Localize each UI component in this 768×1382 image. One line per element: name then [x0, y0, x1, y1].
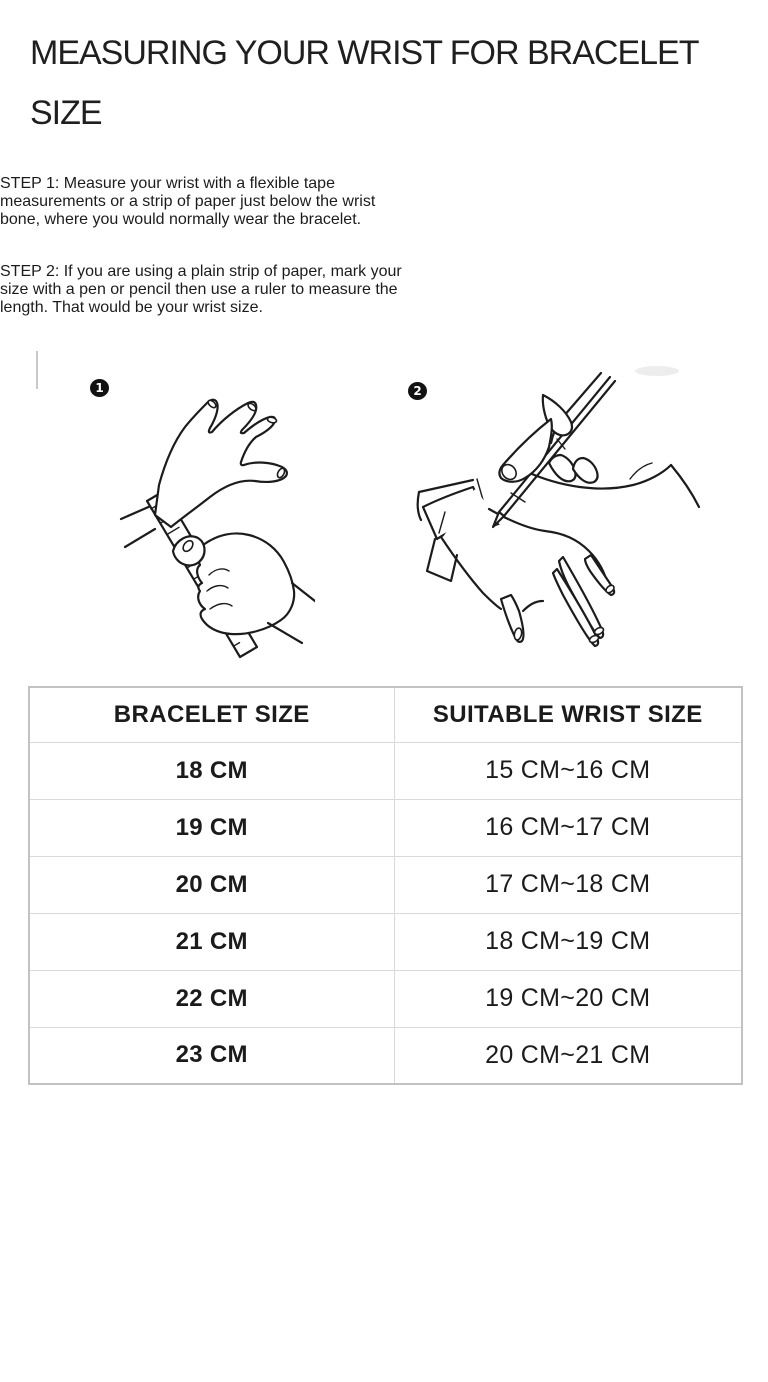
measuring-illustration — [0, 349, 768, 686]
step-1-line-3: bone, where you would normally wear the bracelet. — [0, 211, 362, 228]
wrist-size-value: 17 CM~18 CM — [394, 856, 742, 913]
step-2-line-3: length. That would be your wrist size. — [0, 299, 263, 316]
figure-2-badge: 2 — [408, 382, 427, 400]
bracelet-size-value: 22 CM — [29, 970, 394, 1027]
page-title-line-1: MEASURING YOUR WRIST FOR BRACELET — [30, 34, 699, 72]
table-row — [29, 856, 742, 913]
step-1-line-2: measurements or a strip of paper just below the wrist — [0, 193, 376, 210]
bracelet-size-value: 21 CM — [29, 913, 394, 970]
bracelet-size-value: 23 CM — [29, 1027, 394, 1084]
wrist-size-value: 20 CM~21 CM — [394, 1027, 742, 1084]
scan-artifact-line — [36, 351, 38, 389]
wrist-size-value: 18 CM~19 CM — [394, 913, 742, 970]
figure-1-badge: 1 — [90, 379, 109, 397]
table-row — [29, 970, 742, 1027]
bracelet-size-table — [28, 686, 743, 1085]
bracelet-size-value: 19 CM — [29, 799, 394, 856]
step-2-line-2: size with a pen or pencil then use a ruler to measure the — [0, 281, 398, 298]
wrist-size-value: 19 CM~20 CM — [394, 970, 742, 1027]
table-header-row — [29, 687, 742, 742]
table-row — [29, 913, 742, 970]
table-header-bracelet-size: BRACELET SIZE — [29, 687, 394, 742]
table-row — [29, 742, 742, 799]
step-1-line-1: STEP 1: Measure your wrist with a flexible tape — [0, 175, 335, 192]
bracelet-size-value: 18 CM — [29, 742, 394, 799]
table-row — [29, 799, 742, 856]
page-title-line-2: SIZE — [30, 94, 102, 132]
page-title — [30, 23, 738, 143]
wrist-measure-ruler-illustration — [115, 369, 315, 679]
wrist-mark-pen-illustration — [405, 359, 705, 689]
bracelet-size-value: 20 CM — [29, 856, 394, 913]
wrist-size-value: 15 CM~16 CM — [394, 742, 742, 799]
step-2-line-1: STEP 2: If you are using a plain strip of paper, mark your — [0, 263, 402, 280]
table-header-wrist-size: SUITABLE WRIST SIZE — [394, 687, 742, 742]
wrist-size-value: 16 CM~17 CM — [394, 799, 742, 856]
table-row — [29, 1027, 742, 1084]
